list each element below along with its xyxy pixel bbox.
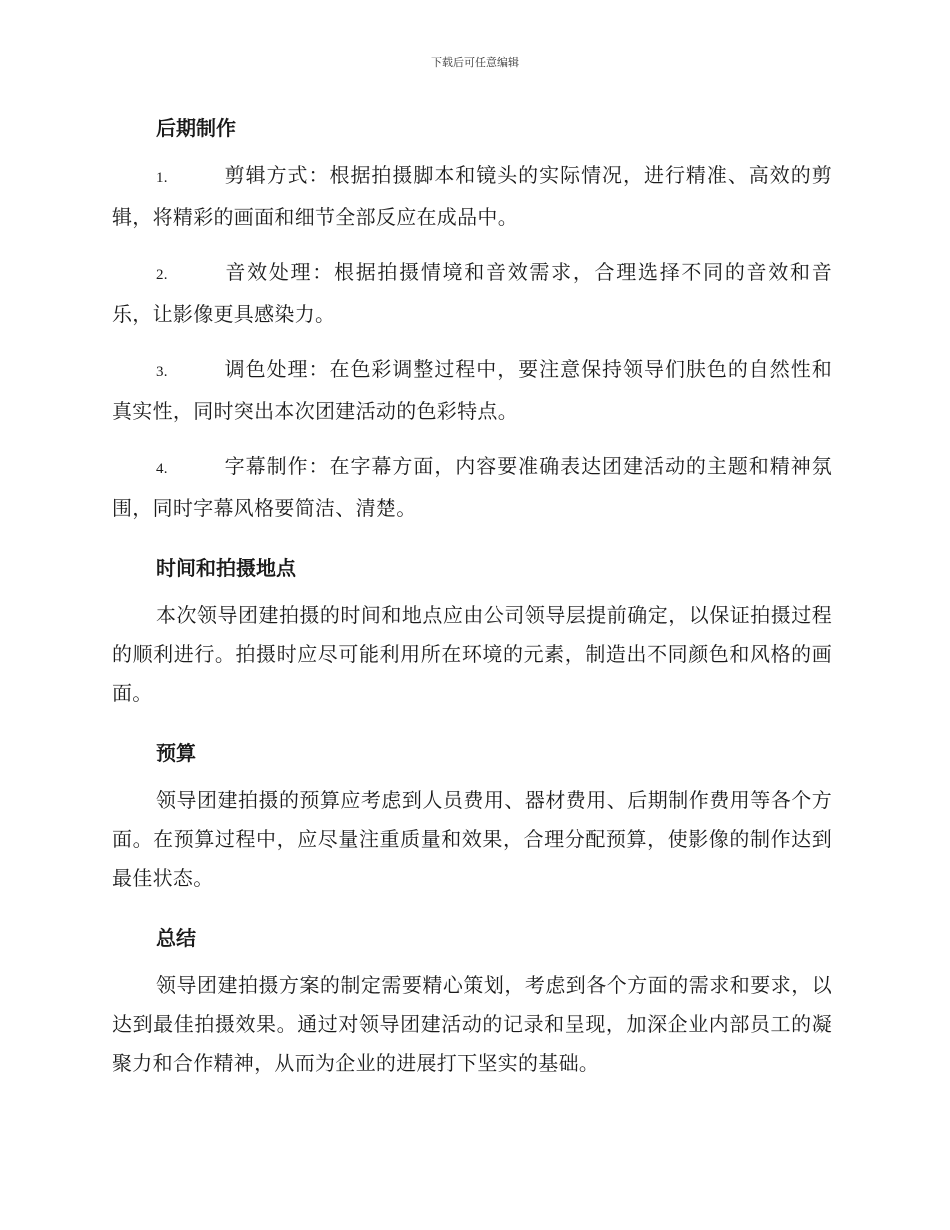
- list-number: 1.: [156, 170, 168, 186]
- document-body: [112, 104, 832, 1099]
- page-header-note: 下载后可任意编辑: [431, 56, 519, 69]
- list-item-text: 调色处理：在色彩调整过程中，要注意保持领导们肤色的自然性和真实性，同时突出本次团建活动的色彩特点。: [112, 357, 832, 423]
- heading-time-location: 时间和拍摄地点: [156, 556, 296, 580]
- list-item: [112, 156, 832, 237]
- heading-post-production: 后期制作: [156, 116, 236, 140]
- list-item-text: 字幕制作：在字幕方面，内容要准确表达团建活动的主题和精神氛围，同时字幕风格要简洁、清楚。: [112, 454, 832, 520]
- paragraph-budget: 领导团建拍摄的预算应考虑到人员费用、器材费用、后期制作费用等各个方面。在预算过程中，应尽量注重质量和效果，合理分配预算，使影像的制作达到最佳状态。: [112, 788, 832, 890]
- list-item: [112, 253, 832, 334]
- list-item: [112, 350, 832, 431]
- list-number: 4.: [156, 461, 168, 477]
- list-number: 3.: [156, 364, 168, 380]
- list-item-text: 剪辑方式：根据拍摄脚本和镜头的实际情况，进行精准、高效的剪辑，将精彩的画面和细节全部反应在成品中。: [112, 163, 832, 229]
- heading-budget: 预算: [156, 741, 196, 765]
- paragraph-time-location: 本次领导团建拍摄的时间和地点应由公司领导层提前确定，以保证拍摄过程的顺利进行。拍摄时应尽可能利用所在环境的元素，制造出不同颜色和风格的画面。: [112, 603, 832, 705]
- heading-summary: 总结: [156, 926, 196, 950]
- list-item: [112, 447, 832, 528]
- list-number: 2.: [156, 267, 168, 283]
- paragraph-summary: 领导团建拍摄方案的制定需要精心策划，考虑到各个方面的需求和要求，以达到最佳拍摄效果。通过对领导团建活动的记录和呈现，加深企业内部员工的凝聚力和合作精神，从而为企业的进展打下坚实的基础。: [112, 973, 832, 1075]
- list-item-text: 音效处理：根据拍摄情境和音效需求，合理选择不同的音效和音乐，让影像更具感染力。: [112, 260, 832, 326]
